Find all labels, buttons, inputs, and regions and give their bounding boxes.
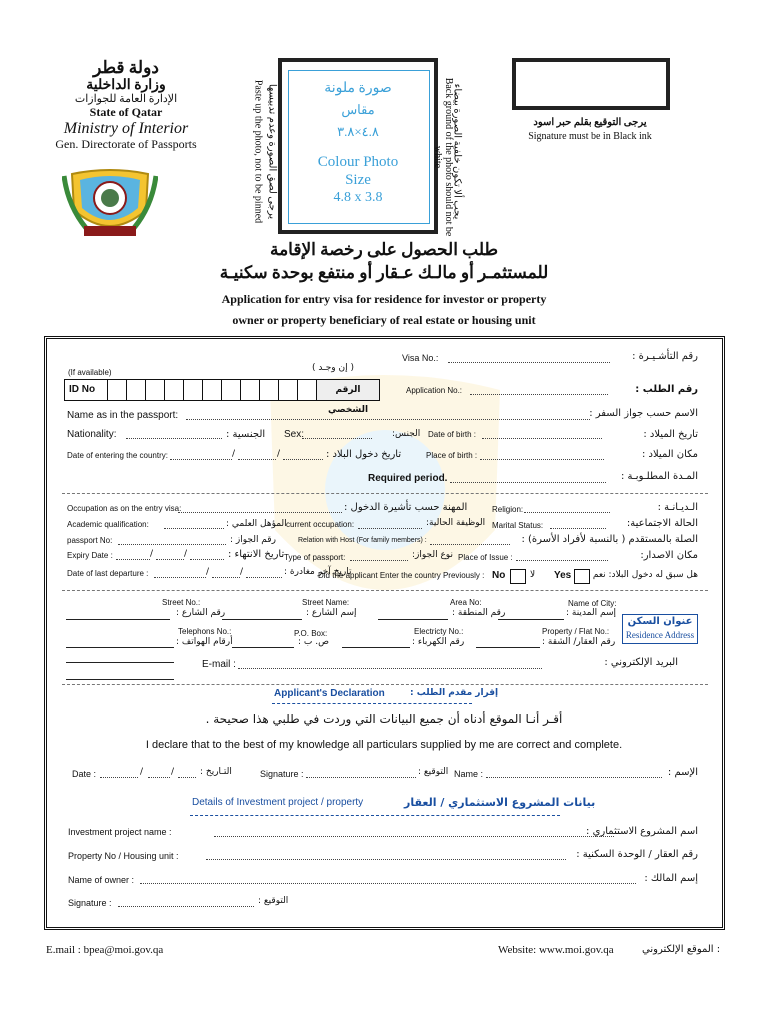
decl-sep-2: / [171, 767, 175, 777]
photo-note-left: Paste up the photo, not to be pinned [252, 79, 264, 224]
photo-frame [278, 58, 438, 234]
po-box-label: P.O. Box: [294, 629, 328, 638]
area-no-label: Area No: [450, 598, 482, 607]
title-en-1: Application for entry visa for residence for investor or property [221, 292, 547, 306]
investment-underline [190, 815, 560, 816]
project-name-label: Investment project name : [68, 827, 172, 837]
telephone-label: Telephons No.: [178, 627, 232, 636]
declaration-underline [272, 703, 472, 704]
city-label: Name of City: [568, 599, 617, 608]
date-entering-year[interactable] [283, 459, 323, 460]
ministry-of-interior: Ministry of Interior [63, 120, 189, 137]
directorate-of-passports: Gen. Directorate of Passports [55, 137, 197, 151]
photo-en-2: Size [345, 172, 371, 188]
id-no-cells[interactable] [64, 379, 380, 415]
date-entering-month[interactable] [238, 459, 276, 460]
residence-en: Residence Address [625, 630, 695, 640]
passport-no-field[interactable] [118, 544, 226, 545]
ministry-emblem [62, 166, 158, 240]
photo-note-right-ar: يجب ألا تكون خلفية الصورة بيضاء [451, 83, 463, 220]
id-no-label: ID No [65, 380, 108, 400]
street-name-field[interactable] [222, 619, 302, 620]
property-no-label: Property No / Housing unit : [68, 851, 179, 861]
photo-ar-3: ٤.٨×٣.٨ [337, 124, 379, 139]
date-entering-day[interactable] [170, 459, 232, 460]
decl-name-ar: الإسم : [667, 767, 698, 778]
name-passport-field[interactable] [186, 419, 590, 420]
occupation-entry-ar: المهنة حسب تأشيرة الدخول : [344, 502, 468, 513]
ar-ministry: وزارة الداخلية [86, 78, 166, 93]
religion-field[interactable] [524, 512, 610, 513]
decl-date-ar: التـاريخ : [200, 767, 232, 777]
street-no-label: Street No.: [162, 598, 201, 607]
project-name-field[interactable] [214, 836, 614, 837]
email-field-top[interactable] [66, 662, 174, 663]
current-occupation-field[interactable] [358, 528, 422, 529]
current-occupation-ar: الوظيفة الحالية: [426, 518, 486, 528]
ministry-header [40, 58, 220, 152]
owner-ar: إسم المالك : [644, 873, 698, 884]
expiry-sep-1: / [150, 549, 154, 559]
application-no-field[interactable] [470, 394, 608, 395]
date-entering-label: Date of entering the country: [67, 451, 168, 460]
signature-box[interactable] [512, 58, 670, 110]
name-passport-label: Name as in the passport: [67, 410, 179, 421]
place-birth-field[interactable] [480, 459, 604, 460]
decl-name-label: Name : [454, 769, 484, 779]
no-label: No [492, 570, 506, 581]
expiry-label: Expiry Date : [67, 551, 113, 560]
city-ar: إسم المدينة : [566, 608, 617, 618]
place-birth-ar: مكان الميلاد : [641, 449, 698, 460]
owner-field[interactable] [140, 883, 636, 884]
relation-ar: الصلة بالمستقدم ( بالنسبة لأفراد الأسرة) : [521, 534, 698, 545]
no-checkbox[interactable] [510, 569, 526, 584]
title-ar-2: للمستثمـر أو مالـك عـقار أو منتفع بوحدة سكنيـة [219, 263, 549, 282]
inv-signature-field[interactable] [118, 906, 254, 907]
prev-entered-ar: هل سبق له دخول البلاد: نعم [592, 570, 698, 580]
section-divider-1 [62, 493, 708, 494]
marital-ar: الحالة الاجتماعية: [626, 518, 698, 529]
decl-sep-1: / [140, 767, 144, 777]
type-passport-label: Type of passport: [284, 553, 346, 562]
street-no-field[interactable] [66, 619, 170, 620]
academic-ar: المؤهل العلمي : [226, 519, 287, 529]
photo-ar-1: صورة ملونة [324, 81, 392, 96]
footer-email: E.mail : bpea@moi.gov.qa [46, 944, 164, 956]
name-passport-ar: الاسم حسب جواز السفر : [589, 408, 698, 419]
last-departure-label: Date of last departure : [67, 569, 149, 578]
expiry-month[interactable] [156, 559, 184, 560]
nationality-label: Nationality: [67, 429, 117, 440]
religion-label: Religion: [492, 505, 524, 514]
photo-note-left-ar: يرجى لصق الصورة وعدم تدبيسها [266, 83, 278, 220]
email-ar: البريد الإلكتروني : [604, 657, 678, 668]
declaration-heading-en: Applicant's Declaration [274, 688, 385, 699]
visa-no-ar: رقم التأشـيـرة : [632, 351, 698, 362]
street-no-ar: رقم الشارع : [176, 608, 226, 618]
place-issue-field[interactable] [516, 560, 608, 561]
nationality-ar: الجنسية : [226, 429, 266, 440]
date-sep-2: / [277, 449, 281, 459]
last-departure-ar: تاريخ آخر مغادرة : [284, 567, 352, 577]
section-divider-2 [62, 590, 708, 591]
application-no-ar: رقم الطلب : [635, 384, 698, 395]
declaration-text-ar: أقـر أنـا الموقع أدناه أن جميع البيانات التي وردت في طلبي هذا صحيحة . [205, 712, 563, 726]
decl-date-day[interactable] [100, 777, 138, 778]
photo-en-3: 4.8 x 3.8 [333, 190, 383, 205]
last-departure-month[interactable] [212, 577, 240, 578]
date-sep-1: / [232, 449, 236, 459]
expiry-ar: تاريخ الانتهاء : [228, 549, 285, 560]
residence-ar: عنوان السكن [627, 616, 693, 627]
decl-signature-label: Signature : [260, 769, 304, 779]
electricity-label: Electricty No.: [414, 627, 464, 636]
sex-field[interactable] [302, 438, 372, 439]
signature-note-en: Signature must be in Black ink [528, 131, 652, 142]
marital-label: Marital Status: [492, 521, 544, 530]
street-name-ar: إسم الشارع : [306, 608, 357, 618]
area-no-field[interactable] [378, 619, 448, 620]
decl-signature-field[interactable] [306, 777, 416, 778]
expiry-year[interactable] [190, 559, 224, 560]
declaration-heading-ar: إقرار مقدم الطلب : [410, 688, 499, 698]
id-no-ar: الرقم الشخصي [317, 380, 379, 400]
photo-en-1: Colour Photo [317, 154, 399, 170]
property-no-field[interactable] [206, 859, 566, 860]
electricity-ar: رقم الكهرباء : [412, 637, 465, 647]
if-available-ar: ( إن وجـد ) [312, 363, 354, 373]
property-flat-field[interactable] [476, 647, 540, 648]
relation-label: Relation with Host (For family members) : [298, 537, 427, 544]
email-field-bottom[interactable] [66, 679, 174, 680]
investment-heading-ar: بيانات المشروع الاستثماري / العقار [404, 796, 596, 809]
decl-date-year[interactable] [178, 777, 196, 778]
if-available: (If available) [68, 368, 112, 377]
current-occupation-label: current occupation: [286, 520, 355, 529]
place-issue-ar: مكان الاصدار: [640, 550, 698, 561]
type-passport-field[interactable] [350, 560, 408, 561]
passport-no-ar: رقم الجواز : [230, 535, 276, 545]
telephone-ar: أرقام الهواتف : [176, 637, 233, 647]
dob-field[interactable] [482, 438, 602, 439]
required-period-field[interactable] [450, 482, 606, 483]
sex-ar: الجنس: [392, 429, 421, 439]
dob-ar: تاريخ الميلاد : [643, 429, 698, 440]
yes-label: Yes [554, 570, 572, 581]
telephone-field[interactable] [66, 647, 174, 648]
last-departure-year[interactable] [246, 577, 282, 578]
po-box-ar: ص. ب : [298, 637, 329, 647]
email-field[interactable] [238, 668, 542, 669]
property-flat-label: Property / Flat No.: [542, 627, 610, 636]
photo-ar-2: مقاس [341, 102, 375, 117]
passport-no-label: passport No: [67, 536, 113, 545]
decl-signature-ar: التوقيع : [418, 767, 449, 777]
decl-date-month[interactable] [148, 777, 170, 778]
title-ar-1: طلب الحصول على رخصة الإقامة [269, 240, 499, 259]
nationality-field[interactable] [126, 438, 222, 439]
owner-label: Name of owner : [68, 875, 135, 885]
po-box-field[interactable] [232, 647, 294, 648]
ar-state: دولة قطر [93, 58, 159, 77]
project-name-ar: اسم المشروع الاستثماري : [586, 826, 698, 837]
footer-website: Website: www.moi.gov.qa [498, 944, 614, 956]
no-ar: لا [530, 570, 536, 580]
investment-heading-en: Details of Investment project / property [192, 797, 364, 808]
sex-label: Sex: [284, 429, 305, 440]
occupation-entry-label: Occupation as on the entry visa: [67, 504, 182, 513]
type-passport-ar: نوع الجواز: [412, 550, 453, 560]
expiry-day[interactable] [116, 559, 150, 560]
yes-checkbox[interactable] [574, 569, 590, 584]
application-no-label: Application No.: [406, 386, 463, 395]
footer-website-ar: : الموقع الإلكتروني [642, 944, 721, 955]
email-label: E-mail : [202, 659, 236, 670]
decl-name-field[interactable] [486, 777, 662, 778]
place-birth-label: Place of birth : [426, 451, 478, 460]
academic-label: Academic qualification: [67, 520, 149, 529]
state-of-qatar: State of Qatar [89, 105, 163, 119]
prev-entered-label: Did the applicant Enter the country Previously : [318, 571, 485, 580]
expiry-sep-2: / [184, 549, 188, 559]
title-en-2: owner or property beneficiary of real estate or housing unit [232, 313, 536, 327]
academic-field[interactable] [164, 528, 224, 529]
date-entering-ar: تاريخ دخول البلاد : [326, 449, 402, 460]
required-period-ar: المـدة المطلـوبـة : [620, 471, 698, 482]
relation-field[interactable] [430, 544, 510, 545]
required-period-label: Required period. [368, 473, 448, 484]
dob-label: Date of birth : [428, 430, 477, 439]
religion-ar: الـديـانـة : [657, 502, 698, 513]
electricity-field[interactable] [342, 647, 410, 648]
section-divider-3 [62, 684, 708, 685]
departure-sep-2: / [240, 567, 244, 577]
property-no-ar: رقم العقار / الوحدة السكنية : [576, 849, 698, 860]
property-flat-ar: رقم العقار/ الشقة : [542, 637, 616, 647]
signature-note-ar: يرجى التوقيع بقلم حبر اسود [533, 117, 647, 128]
visa-no-field[interactable] [448, 362, 610, 363]
declaration-text-en: I declare that to the best of my knowledge all particulars supplied by me are correct and complete. [145, 739, 623, 751]
residence-address-box [622, 614, 698, 644]
photo-note-right: Back ground of the photo should not be white [432, 77, 454, 237]
departure-sep-1: / [206, 567, 210, 577]
decl-date-label: Date : [72, 769, 97, 779]
visa-no-label: Visa No.: [402, 353, 439, 363]
inv-signature-ar: التوقيع : [258, 896, 289, 906]
marital-field[interactable] [550, 528, 606, 529]
city-field[interactable] [498, 619, 564, 620]
ar-directorate: الإدارة العامة للجوازات [74, 93, 178, 105]
area-no-ar: رقم المنطقة : [452, 608, 506, 618]
last-departure-day[interactable] [154, 577, 206, 578]
occupation-entry-field[interactable] [178, 512, 342, 513]
place-issue-label: Place of Issue : [458, 553, 513, 562]
inv-signature-label: Signature : [68, 898, 112, 908]
street-name-label: Street Name: [302, 598, 350, 607]
